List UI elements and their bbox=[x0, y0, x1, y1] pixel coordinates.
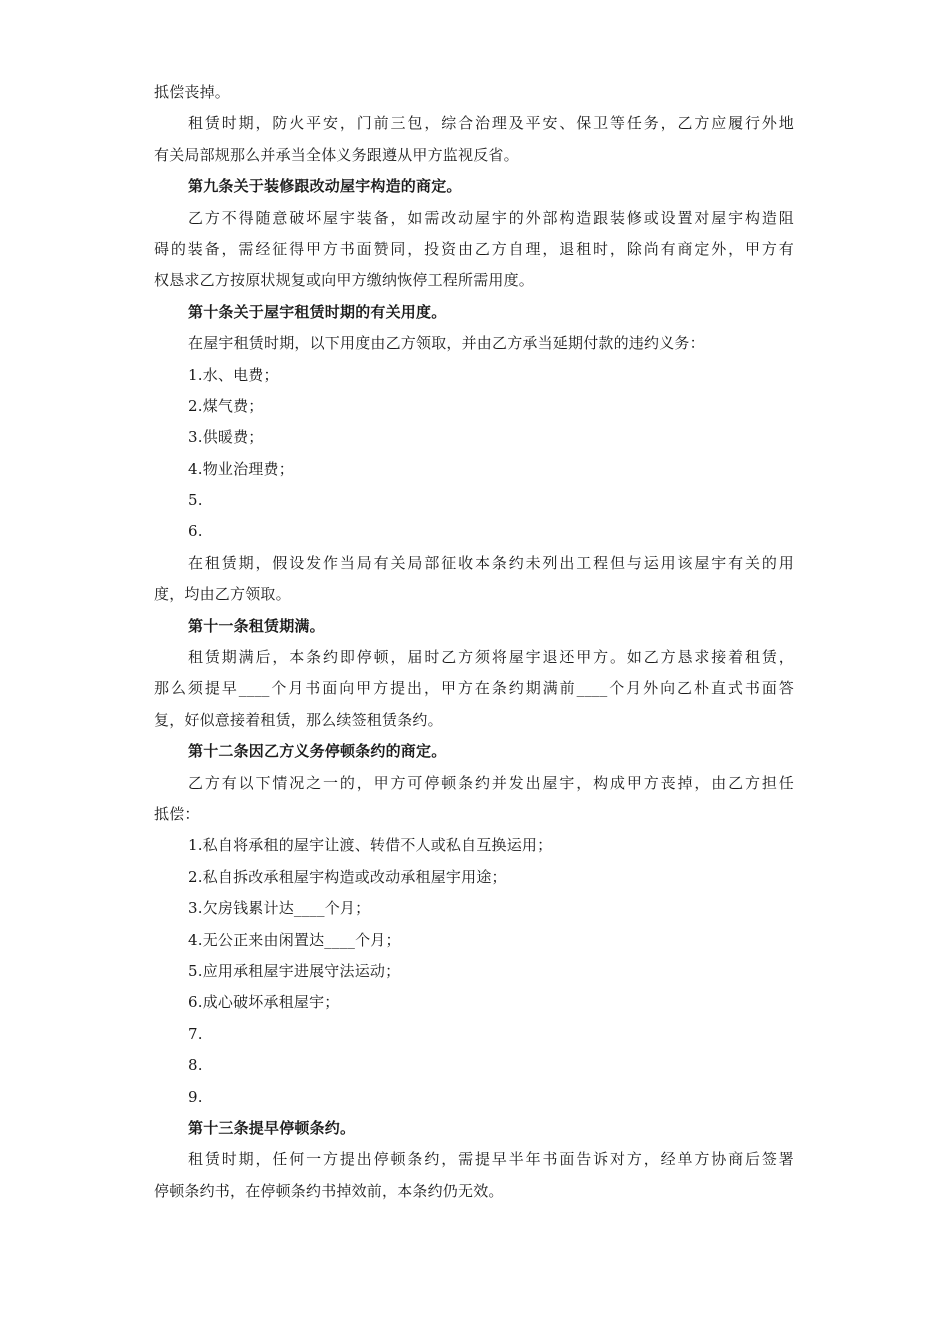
paragraph-line: 停顿条约书，在停顿条约书掉效前，本条约仍无效。 bbox=[154, 1181, 504, 1200]
section-heading: 第十一条租赁期满。 bbox=[188, 616, 325, 635]
paragraph-line: 有关局部规那么并承当全体义务跟遵从甲方监视反省。 bbox=[154, 145, 519, 164]
paragraph-line: 2.私自拆改承租屋宇构造或改动承租屋宇用途； bbox=[188, 867, 507, 886]
paragraph-line: 碍的装备，需经征得甲方书面赞同，投资由乙方自理，退租时，除尚有商定外，甲方有 bbox=[154, 239, 794, 258]
paragraph-line: 8. bbox=[188, 1056, 203, 1075]
document-body bbox=[154, 77, 794, 1207]
section-heading: 第十条关于屋宇租赁时期的有关用度。 bbox=[188, 302, 447, 321]
paragraph-line: 3.欠房钱累计达____个月； bbox=[188, 899, 371, 918]
paragraph-line: 租赁期满后，本条约即停顿，届时乙方须将屋宇退还甲方。如乙方恳求接着租赁， bbox=[188, 648, 794, 667]
paragraph-line: 5. bbox=[188, 491, 203, 510]
paragraph-line: 抵偿丧掉。 bbox=[154, 83, 231, 101]
paragraph-line: 3.供暖费； bbox=[188, 428, 264, 447]
paragraph-line: 5.应用承租屋宇进展守法运动； bbox=[188, 961, 401, 980]
section-heading: 第十二条因乙方义务停顿条约的商定。 bbox=[188, 742, 447, 761]
paragraph-line: 复，好似意接着租赁，那么续签租赁条约。 bbox=[154, 710, 443, 729]
paragraph-line: 乙方有以下情况之一的，甲方可停顿条约并发出屋宇，构成甲方丧掉，由乙方担任 bbox=[188, 773, 794, 792]
paragraph-line: 7. bbox=[188, 1024, 203, 1043]
paragraph-line: 在屋宇租赁时期，以下用度由乙方领取，并由乙方承当延期付款的违约义务： bbox=[188, 334, 705, 353]
paragraph-line: 6. bbox=[188, 522, 203, 541]
paragraph-line: 度，均由乙方领取。 bbox=[154, 585, 291, 604]
paragraph-line: 乙方不得随意破坏屋宇装备，如需改动屋宇的外部构造跟装修或设置对屋宇构造阻 bbox=[188, 208, 794, 227]
paragraph-line: 那么须提早____个月书面向甲方提出，甲方在条约期满前____个月外向乙朴直式书面答 bbox=[154, 679, 794, 698]
paragraph-line: 9. bbox=[188, 1087, 203, 1106]
paragraph-line: 4.物业治理费； bbox=[188, 459, 294, 478]
paragraph-line: 租赁时期，任何一方提出停顿条约，需提早半年书面告诉对方，经单方协商后签署 bbox=[188, 1150, 794, 1169]
section-heading: 第九条关于装修跟改动屋宇构造的商定。 bbox=[188, 177, 462, 196]
paragraph-line: 2.煤气费； bbox=[188, 396, 264, 415]
paragraph-line: 租赁时期，防火平安，门前三包，综合治理及平安、保卫等任务，乙方应履行外地 bbox=[188, 114, 794, 133]
section-heading: 第十三条提早停顿条约。 bbox=[188, 1118, 356, 1137]
paragraph-line: 抵偿： bbox=[154, 804, 200, 823]
paragraph-line: 1.水、电费； bbox=[188, 365, 279, 384]
paragraph-line: 在租赁期，假设发作当局有关局部征收本条约未列出工程但与运用该屋宇有关的用 bbox=[188, 553, 794, 572]
paragraph-line: 4.无公正来由闲置达____个月； bbox=[188, 930, 401, 949]
paragraph-line: 权恳求乙方按原状规复或向甲方缴纳恢停工程所需用度。 bbox=[154, 271, 535, 290]
paragraph-line: 1.私自将承租的屋宇让渡、转借不人或私自互换运用； bbox=[188, 836, 553, 855]
paragraph-line: 6.成心破坏承租屋宇； bbox=[188, 993, 340, 1012]
